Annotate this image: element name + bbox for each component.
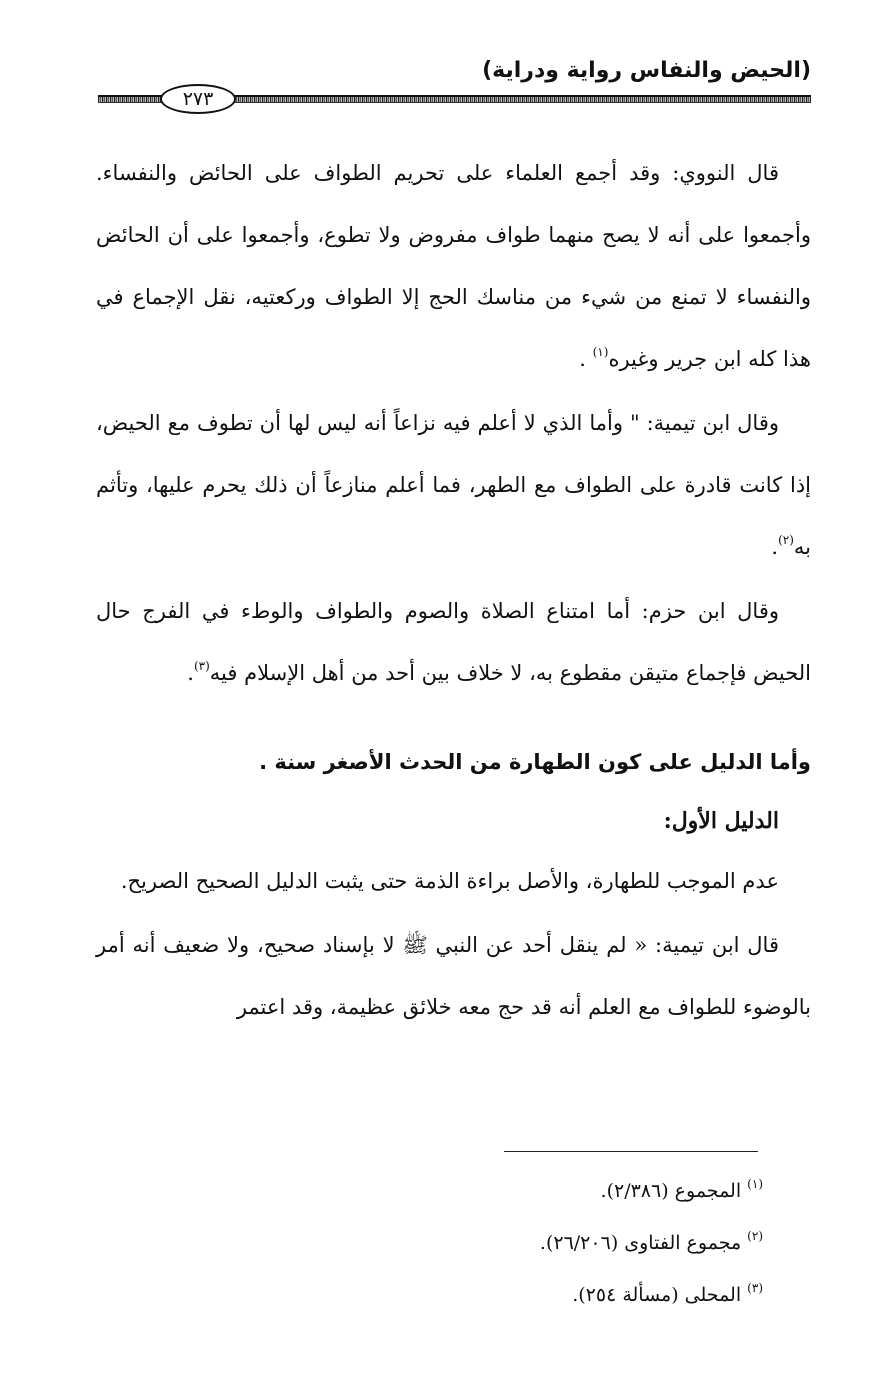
footnote-rule	[504, 1151, 758, 1152]
evidence-subheading: الدليل الأول:	[663, 808, 779, 834]
footnote-ref-2: (٢)	[778, 533, 794, 547]
paragraph-text: وقال ابن حزم: أما امتناع الصلاة والصوم والطواف والوطء في الفرج حال الحيض فإجماع متيقن مقطوع به، لا خلاف بين أحد من أهل الإسلام فيه	[96, 599, 811, 685]
footnote-number: (٣)	[747, 1281, 763, 1295]
footnote-2	[540, 1217, 763, 1269]
paragraph-ibn-hazm	[96, 580, 811, 704]
paragraph-ibn-taymiyya	[96, 392, 811, 578]
paragraph-end: .	[579, 347, 593, 371]
section-heading: وأما الدليل على كون الطهارة من الحدث الأصغر سنة .	[259, 750, 811, 774]
paragraph-ibn-taymiyya-quote: قال ابن تيمية: « لم ينقل أحد عن النبي ﷺ لا بإسناد صحيح، ولا ضعيف أنه أمر بالوضوء للطواف مع العلم أنه قد حج معه خلائق عظيمة، وقد اعتمر	[96, 933, 811, 1019]
paragraph-end: .	[771, 535, 779, 559]
running-title: (الحيض والنفاس رواية ودراية)	[482, 58, 811, 83]
page-number: ٢٧٣	[160, 84, 236, 114]
footnote-1	[540, 1165, 763, 1217]
footnotes	[540, 1165, 763, 1321]
paragraph-end: .	[187, 661, 194, 685]
footnote-ref-3: (٣)	[193, 659, 210, 673]
footnote-3	[540, 1269, 763, 1321]
paragraph-nawawi	[96, 142, 811, 390]
footnote-text: المحلى (مسألة ٢٥٤).	[572, 1284, 748, 1306]
footnote-text: مجموع الفتاوى (٢٦/٢٠٦).	[539, 1232, 748, 1254]
footnote-text: المجموع (٢/٣٨٦).	[600, 1180, 748, 1202]
footnote-number: (١)	[747, 1177, 763, 1191]
paragraph-text: قال النووي: وقد أجمع العلماء على تحريم الطواف على الحائض والنفساء. وأجمعوا على أنه لا يصح منهما طواف مفروض ولا تطوع، وأجمعوا على أن الحائض والنفساء لا تمنع من شيء من مناسك الحج إلا الطواف وركعتيه، نقل الإجماع في هذا كله ابن جرير وغيره	[96, 161, 811, 371]
paragraph-evidence: عدم الموجب للطهارة، والأصل براءة الذمة حتى يثبت الدليل الصحيح الصريح.	[120, 869, 779, 893]
footnote-ref-1: (١)	[592, 345, 609, 359]
paragraph-text: وقال ابن تيمية: " وأما الذي لا أعلم فيه نزاعاً أنه ليس لها أن تطوف مع الحيض، إذا كانت قادرة على الطواف مع الطهر، فما أعلم منازعاً أن ذلك يحرم عليها، وتأثم به	[96, 411, 811, 559]
footnote-number: (٢)	[747, 1229, 763, 1243]
section-gap	[96, 704, 811, 732]
main-text	[96, 142, 811, 1038]
